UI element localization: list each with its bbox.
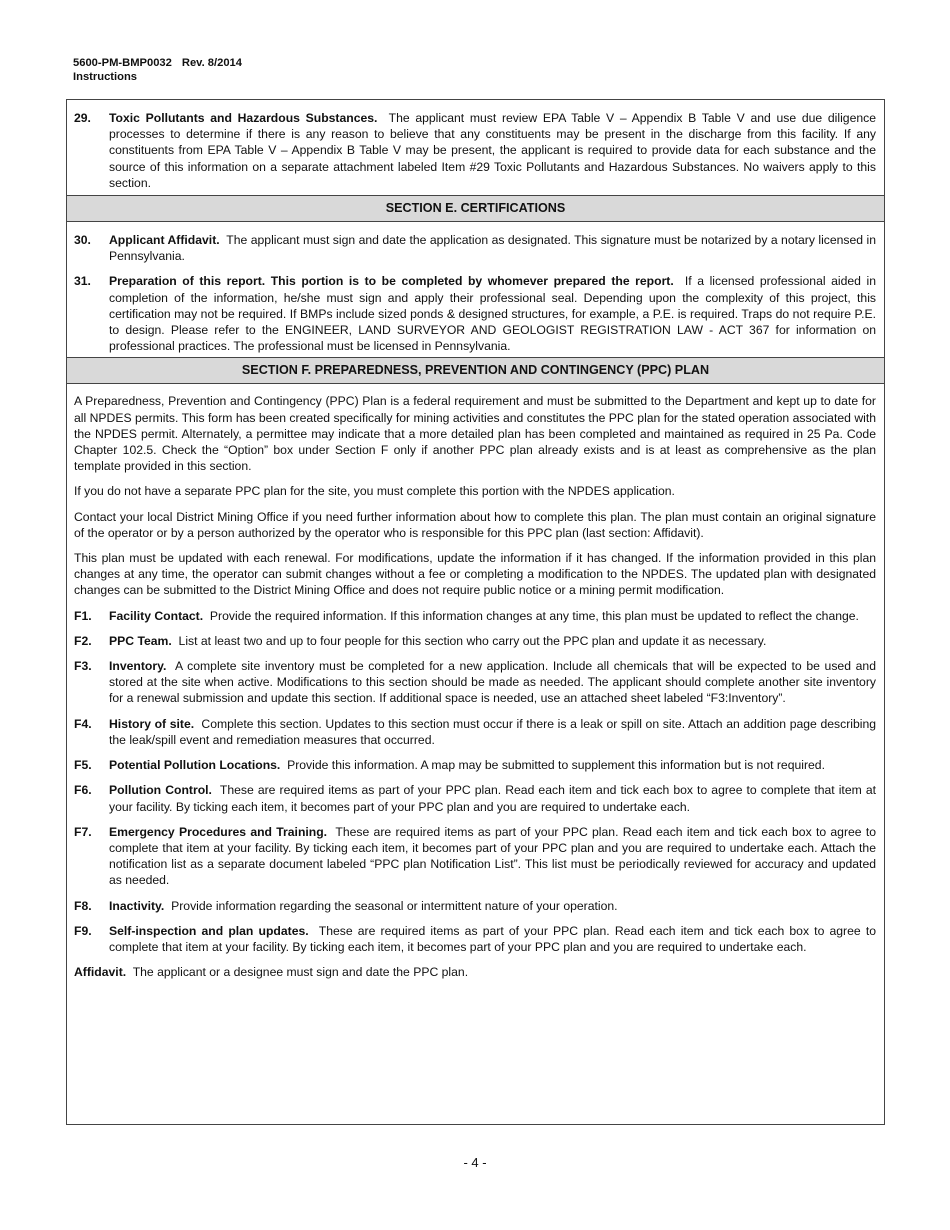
item-number: F1. <box>74 608 92 623</box>
item-text: The applicant must sign and date the application as designated. This signature must be notarized by a notary licensed in Pennsylvania. <box>109 233 876 264</box>
item-title: Self-inspection and plan updates. <box>109 923 309 938</box>
item-title: PPC Team. <box>109 633 172 648</box>
affidavit-note <box>67 964 884 980</box>
item-number: F4. <box>74 716 92 731</box>
item-number: F2. <box>74 633 92 648</box>
item-31 <box>67 273 884 354</box>
item-text: These are required items as part of your PPC plan. Read each item and tick each box to agree to complete that item at your facility. By ticking each item, it becomes part of your PPC plan and you are required to undertake each. <box>109 923 876 954</box>
section-f-intro-4: This plan must be updated with each renewal. For modifications, update the information if it has changed. If the information provided in this plan changes at any time, the operator can submit changes without a fee or completing a modification to the NPDES. The updated plan with designated changes can be submitted to the District Mining Office and does not require public notice or a mining permit modification. <box>74 551 876 598</box>
item-title: Preparation of this report. This portion is to be completed by whomever prepared the report. <box>109 274 674 289</box>
item-title: Inactivity. <box>109 898 165 913</box>
item-title: Emergency Procedures and Training. <box>109 824 328 839</box>
section-f-intro-1: A Preparedness, Prevention and Contingency (PPC) Plan is a federal requirement and must be submitted to the Department and kept up to date for all NPDES permits. This form has been created specifically for mining activities and constitutes the PPC plan for the stated operation associated with the NPDES permit. Alternately, a permittee may indicate that a more detailed plan has been completed and maintained as required in 25 Pa. Code Chapter 102.5. Check the “Option” box under Section F only if another PPC plan already exists and is at least as comprehensive as the plan template provided in this section. <box>74 394 876 474</box>
item-text: List at least two and up to four people for this section who carry out the PPC plan and update it as necessary. <box>178 633 767 648</box>
item-title: Pollution Control. <box>109 783 212 798</box>
item-text: Provide this information. A map may be submitted to supplement this information but is not required. <box>287 758 825 773</box>
section-f-intro-2: If you do not have a separate PPC plan for the site, you must complete this portion with the NPDES application. <box>74 484 675 499</box>
item-f4 <box>67 716 884 748</box>
item-number: F7. <box>74 824 92 839</box>
section-f-heading: SECTION F. PREPAREDNESS, PREVENTION AND CONTINGENCY (PPC) PLAN <box>67 357 884 384</box>
form-revision: Rev. 8/2014 <box>181 57 243 69</box>
item-number: F5. <box>74 758 92 773</box>
item-title: Facility Contact. <box>109 608 204 623</box>
item-title: Applicant Affidavit. <box>109 233 220 248</box>
item-number: 31. <box>74 274 91 289</box>
item-text: These are required items as part of your PPC plan. Read each item and tick each box to agree to complete that item at your facility. By ticking each item, it becomes part of your PPC plan and you are required to undertake each. <box>109 783 876 814</box>
item-f2 <box>67 633 884 649</box>
item-f8 <box>67 898 884 914</box>
item-number: 29. <box>74 111 91 125</box>
item-number: 30. <box>74 233 91 248</box>
item-f1 <box>67 608 884 624</box>
affidavit-text: The applicant or a designee must sign and date the PPC plan. <box>132 965 469 980</box>
item-f5 <box>67 757 884 773</box>
item-number: F8. <box>74 898 92 913</box>
section-e-heading: SECTION E. CERTIFICATIONS <box>67 195 884 222</box>
item-text: Complete this section. Updates to this section must occur if there is a leak or spill on site. Attach an addition page describing the leak/spill event and remediation measures that occurred. <box>109 716 877 747</box>
item-f7 <box>67 824 884 889</box>
item-30 <box>67 232 884 264</box>
section-f-intro-3: Contact your local District Mining Office if you need further information about how to complete this plan. The plan must contain an original signature of the operator or by a person authorized by the operator who is responsible for this PPC plan (last section: Affidavit). <box>74 509 876 540</box>
item-title: Toxic Pollutants and Hazardous Substances. <box>109 111 378 125</box>
item-text: These are required items as part of your PPC plan. Read each item and tick each box to agree to complete that item at your facility. By ticking each item, it becomes part of your PPC plan and you are required to undertake each. Attach the notification list as a separate document labeled “PPC plan Notification List”. This list must be periodically reviewed for accuracy and updated as needed. <box>109 824 876 888</box>
item-title: Inventory. <box>109 659 167 674</box>
item-number: F6. <box>74 783 92 798</box>
item-text: A complete site inventory must be completed for a new application. Include all chemicals that will be expected to be used and stored at the site when active. Modifications to this section should be made as needed. The applicant should complete another site inventory for a renewal submission and update this section. If additional space is needed, use an attached sheet labeled “F3:Inventory”. <box>109 659 876 706</box>
document-type: Instructions <box>73 71 138 83</box>
item-title: History of site. <box>109 716 195 731</box>
item-number: F9. <box>74 923 92 938</box>
item-text: Provide the required information. If this information changes at any time, this plan must be updated to reflect the change. <box>209 608 859 623</box>
item-text: Provide information regarding the seasonal or intermittent nature of your operation. <box>171 898 618 913</box>
item-title: Potential Pollution Locations. <box>109 758 281 773</box>
form-id: 5600-PM-BMP0032 <box>73 57 172 69</box>
item-text: If a licensed professional aided in completion of the information, he/she must sign and apply their professional seal. Depending upon the complexity of this project, this certification may not be required. If BMPs include sized ponds & designed structures, for example, a P.E. is required. Traps do not require P.E. to design. Please refer to the ENGINEER, LAND SURVEYOR AND GEOLOGIST REGISTRATION LAW - ACT 367 for information on professional practices. The professional must be licensed in Pennsylvania. <box>109 274 876 354</box>
document-header <box>73 56 242 84</box>
item-number: F3. <box>74 659 92 674</box>
item-f9 <box>67 923 884 955</box>
item-f3 <box>67 658 884 707</box>
page-number: - 4 - <box>463 1155 487 1170</box>
affidavit-title: Affidavit. <box>74 965 127 980</box>
item-f6 <box>67 782 884 814</box>
item-29 <box>67 110 884 191</box>
item-text: The applicant must review EPA Table V – Appendix B Table V and use due diligence processes to determine if there is any reason to believe that any constituents may be present in the discharge from this facility. If any constituents from EPA Table V – Appendix B Table V may be present, the applicant is required to provide data for each substance and the source of this information on a separate attachment labeled Item #29 Toxic Pollutants and Hazardous Substances. No waivers apply to this section. <box>109 111 876 190</box>
instructions-frame <box>66 99 885 1125</box>
